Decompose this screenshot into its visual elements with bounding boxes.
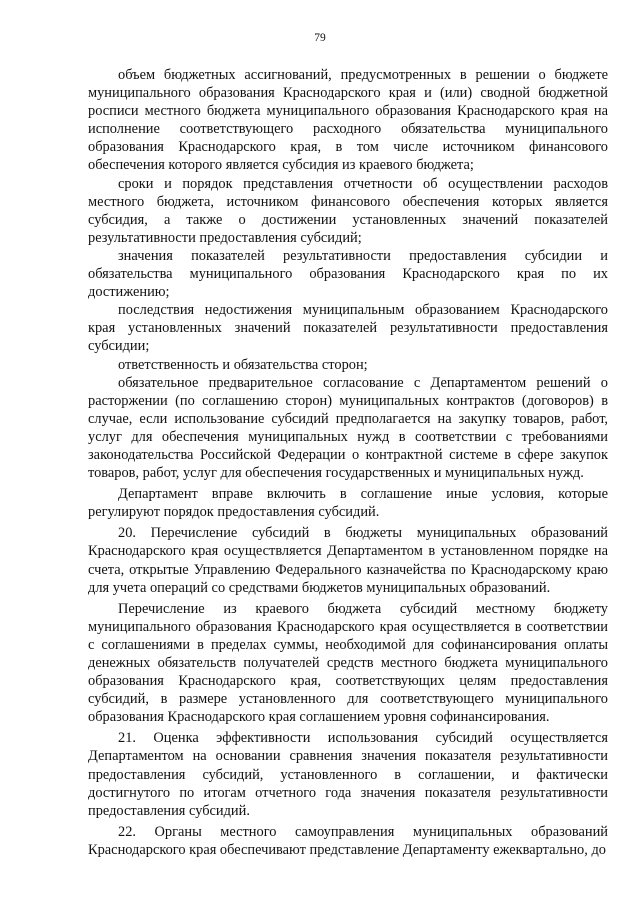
- paragraph-transfer: Перечисление из краевого бюджета субсидий местному бюджету муниципального образования Краснодарского края осуществляется в соответствии с соглашениями в пределах суммы, необходимой для софинансирования оплаты денежных обязательств получателей средств местного бюджета муниципального образования Краснодарского края, соответствующих целям предоставления субсидий, в размере установленного для соответствующего муниципального образования Краснодарского края соглашением уровня софинансирования.: [88, 600, 608, 726]
- paragraph-item-22: 22. Органы местного самоуправления муниципальных образований Краснодарского края обеспечивают представление Департаменту ежеквартально, до: [88, 823, 608, 858]
- paragraph-item-21: 21. Оценка эффективности использования субсидий осуществляется Департаментом на основании сравнения значения показателя результативности предоставления субсидий, установленного в соглашении, и фактически достигнутого по итогам отчетного года значения показателя результативности предоставления субсидий.: [88, 730, 608, 819]
- body-text: [88, 66, 608, 859]
- paragraph-additional-conditions: Департамент вправе включить в соглашение иные условия, которые регулируют порядок предоставления субсидий.: [88, 486, 608, 521]
- paragraph-budget-allocations: объем бюджетных ассигнований, предусмотренных в решении о бюджете муниципального образования Краснодарского края и (или) сводной бюджетной росписи местного бюджета муниципального образования Краснодарского края на исполнение соответствующего расходного обязательства муниципального образования Краснодарского края, в том числе источником финансового обеспечения которого является субсидия из краевого бюджета;: [88, 67, 608, 174]
- paragraph-contract-approval: обязательное предварительное согласование с Департаментом решений о расторжении (по соглашению сторон) муниципальных контрактов (договоров) в случае, если использование субсидий предполагается на закупку товаров, работ, услуг для обеспечения муниципальных нужд в соответствии с требованиями законодательства Российской Федерации о контрактной системе в сфере закупок товаров, работ, услуг для обеспечения государственных и муниципальных нужд.: [88, 374, 608, 482]
- page-number: 79: [314, 32, 326, 44]
- paragraph-item-20: 20. Перечисление субсидий в бюджеты муниципальных образований Краснодарского края осуществляется Департаментом в установленном порядке на счета, открытые Управлению Федерального казначейства по Краснодарскому краю для учета операций со средствами бюджетов муниципальных образований.: [88, 525, 608, 596]
- paragraph-responsibility: ответственность и обязательства сторон;: [118, 356, 368, 373]
- paragraph-reporting-terms: сроки и порядок представления отчетности об осуществлении расходов местного бюджета, источником финансового обеспечения которых является субсидия, а также о достижении установленных значений показателей результативности предоставления субсидий;: [88, 175, 608, 246]
- paragraph-consequences: последствия недостижения муниципальным образованием Краснодарского края установленных значений показателей результативности предоставления субсидии;: [88, 302, 608, 355]
- paragraph-indicator-values: значения показателей результативности предоставления субсидии и обязательства муниципального образования Краснодарского края по их достижению;: [88, 247, 608, 301]
